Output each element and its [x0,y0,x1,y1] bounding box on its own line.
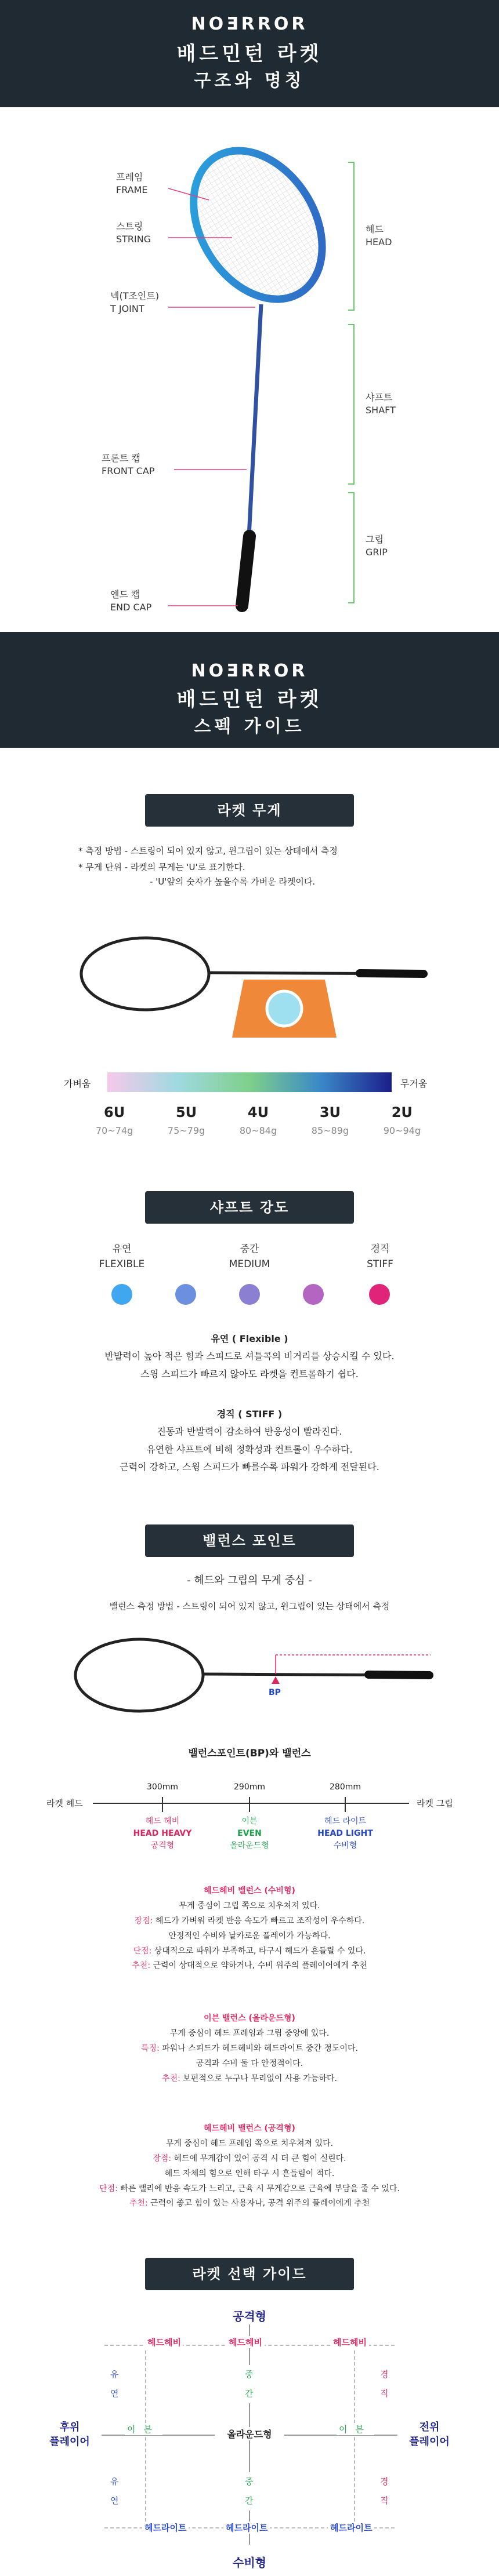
brand-logo-2: NOƎRROR [191,661,308,681]
section-shaft-title: 샤프트 강도 [145,1191,354,1224]
select-left-label: 후위 플레이어 [49,2421,90,2448]
balance-racket-image [64,1623,447,1739]
select-flex-bottom: 유 연 [110,2476,119,2506]
unit-3u: 3U 85~89g [311,1104,349,1136]
label-shaft: 샤프트 SHAFT [366,392,396,416]
select-stiff-bottom: 경 직 [380,2476,389,2506]
unit-5u: 5U 75~79g [167,1104,205,1136]
balance-hh-desc: 헤드헤비 밸런스 (수비형) 무게 중심이 그립 쪽으로 치우쳐져 있다. 장점: 헤드가 가벼워 라켓 반응 속도가 빠르고 조작성이 우수하다. 안정적인 수비와 날카로운 플레이가 가능하다. 단점: 상대적으로 파워가 부족하고, 타구시 헤드가 흔들릴 수 있다. 추천: 근력이 상대적으로 약하거나, 수비 위주의 플레이어에게 추천 [132,1886,367,1971]
shaft-flexible-label: 유연 FLEXIBLE [99,1243,145,1270]
select-hh-mid: 헤드헤비 [226,2336,265,2348]
shaft-flex-desc: 유연 ( Flexible ) 반발력이 높아 적은 힘과 스피드로 셔틀콕의 비거리를 상승시킬 수 있다. 스윙 스피드가 빠르지 않아도 라켓을 컨트롤하기 쉽다. [104,1333,395,1380]
balance-note: 밸런스 측정 방법 - 스트링이 되어 있지 않고, 윈그립이 있는 상태에서 측정 [109,1601,390,1611]
balance-left-label: 라켓 헤드 [46,1798,83,1809]
weight-heavy-label: 무거움 [400,1078,428,1089]
weight-note-1: * 측정 방법 - 스트링이 되어 있지 않고, 윈그립이 있는 상태에서 측정 [78,846,338,856]
header-spec [0,632,499,748]
select-right-label: 전위 플레이어 [409,2421,450,2448]
select-stiff-top: 경 직 [380,2369,389,2399]
select-center-label: 올라운드형 [215,2427,284,2440]
stiffness-dot-5 [369,1284,390,1305]
select-mid-bottom: 중 간 [245,2472,254,2510]
select-hl-left: 헤드라이트 [142,2522,189,2534]
balance-even-desc: 이븐 밸런스 (올라운드형) 무게 중심이 헤드 프레임과 그립 중앙에 있다. 특징: 파워나 스피드가 헤드헤비와 헤드라이트 중간 정도이다. 공격과 수비 둘 다 안정적이다. 추천: 보편적으로 누구나 무리없이 사용 가능하다. [141,2014,358,2083]
weight-note-2: * 무게 단위 - 라켓의 무게는 'U'로 표기한다. [78,862,245,872]
header-title-2: 배드민턴 라켓 스펙 가이드 [176,688,323,737]
select-hl-mid: 헤드라이트 [223,2522,270,2534]
weight-light-label: 가벼움 [64,1078,91,1089]
section-balance-title: 밸런스 포인트 [145,1525,354,1557]
shaft-stiff-desc: 경직 ( STIFF ) 진동과 반발력이 감소하여 반응성이 빨라진다. 유연한 샤프트에 비해 정확성과 컨트롤이 우수하다. 근력이 강하고, 스윙 스피드가 빠를수록 파워가 강하게 전달된다. [120,1409,379,1473]
select-even-right: 이븐 [337,2423,374,2435]
select-top-label: 공격형 [233,2309,266,2323]
header-structure [0,0,499,107]
select-grid [0,2304,499,2576]
stiffness-dot-4 [303,1284,324,1305]
shaft-stiff-label: 경직 STIFF [367,1243,393,1270]
select-hl-right: 헤드라이트 [328,2522,374,2534]
select-hh-right: 헤드헤비 [331,2336,369,2348]
balance-point-even: 290mm 이븐 EVEN 올라운드형 [230,1782,269,1850]
bp-label: BP [269,1688,281,1697]
label-end-cap: 엔드 캡 END CAP [110,589,152,613]
label-head: 헤드 HEAD [366,224,392,248]
label-t-joint: 넥(T조인트) T JOINT [110,290,160,314]
unit-6u: 6U 70~74g [96,1104,133,1136]
select-even-left: 이븐 [125,2423,162,2435]
select-hh-left: 헤드헤비 [145,2336,183,2348]
select-flex-top: 유 연 [110,2369,119,2399]
balance-point-hl: 280mm 헤드 라이트 HEAD LIGHT 수비형 [317,1782,373,1850]
balance-subtitle: - 헤드와 그립의 무게 중심 - [187,1574,312,1587]
balance-point-hh: 300mm 헤드 헤비 HEAD HEAVY 공격형 [133,1782,192,1850]
section-select-title: 라켓 선택 가이드 [145,2258,354,2290]
select-dash-v2 [354,2345,355,2527]
racket-image [0,107,499,632]
stiffness-dot-3 [239,1284,260,1305]
header-title: 배드민턴 라켓 구조와 명칭 [176,42,323,92]
balance-right-label: 라켓 그립 [417,1798,453,1809]
stiffness-dot-1 [111,1284,132,1305]
balance-hl-desc: 헤드헤비 밸런스 (공격형) 무게 중심이 헤드 프레임 쪽으로 치우쳐져 있다. 장점: 헤드에 무게감이 있어 공격 시 더 큰 힘이 실린다. 헤드 자체의 힘으로 인해 타구 시 흔들림이 적다. 단점: 빠른 랠리에 반응 속도가 느리고, 근육 시 무게감으로 근육에 부담을 줄 수 있다. 추천: 근력이 좋고 힘이 있는 사용자나, 공격 위주의 플레이에게 추천 [99,2124,400,2208]
label-string: 스트링 STRING [116,221,151,245]
label-grip: 그립 GRIP [366,534,388,558]
section-weight-title: 라켓 무게 [145,794,354,827]
weight-units [96,1104,421,1136]
brand-logo: NOƎRROR [191,14,308,34]
label-frame: 프레임 FRAME [116,172,148,195]
balance-chart-title: 밸런스포인트(BP)와 밸런스 [188,1748,311,1759]
select-mid-top: 중 간 [245,2365,254,2403]
weight-gradient-bar [107,1072,392,1092]
unit-4u: 4U 80~84g [239,1104,277,1136]
racket-structure-diagram [0,107,499,632]
weight-scale-image [70,904,429,1049]
stiffness-dot-2 [175,1284,196,1305]
select-bottom-label: 수비형 [233,2556,266,2570]
shaft-medium-label: 중간 MEDIUM [229,1243,270,1270]
weight-note-3: - 'U'앞의 숫자가 높을수록 가벼운 라켓이다. [150,876,316,887]
unit-2u: 2U 90~94g [383,1104,421,1136]
label-front-cap: 프론트 캡 FRONT CAP [102,453,155,476]
select-dash-v1 [145,2345,146,2527]
